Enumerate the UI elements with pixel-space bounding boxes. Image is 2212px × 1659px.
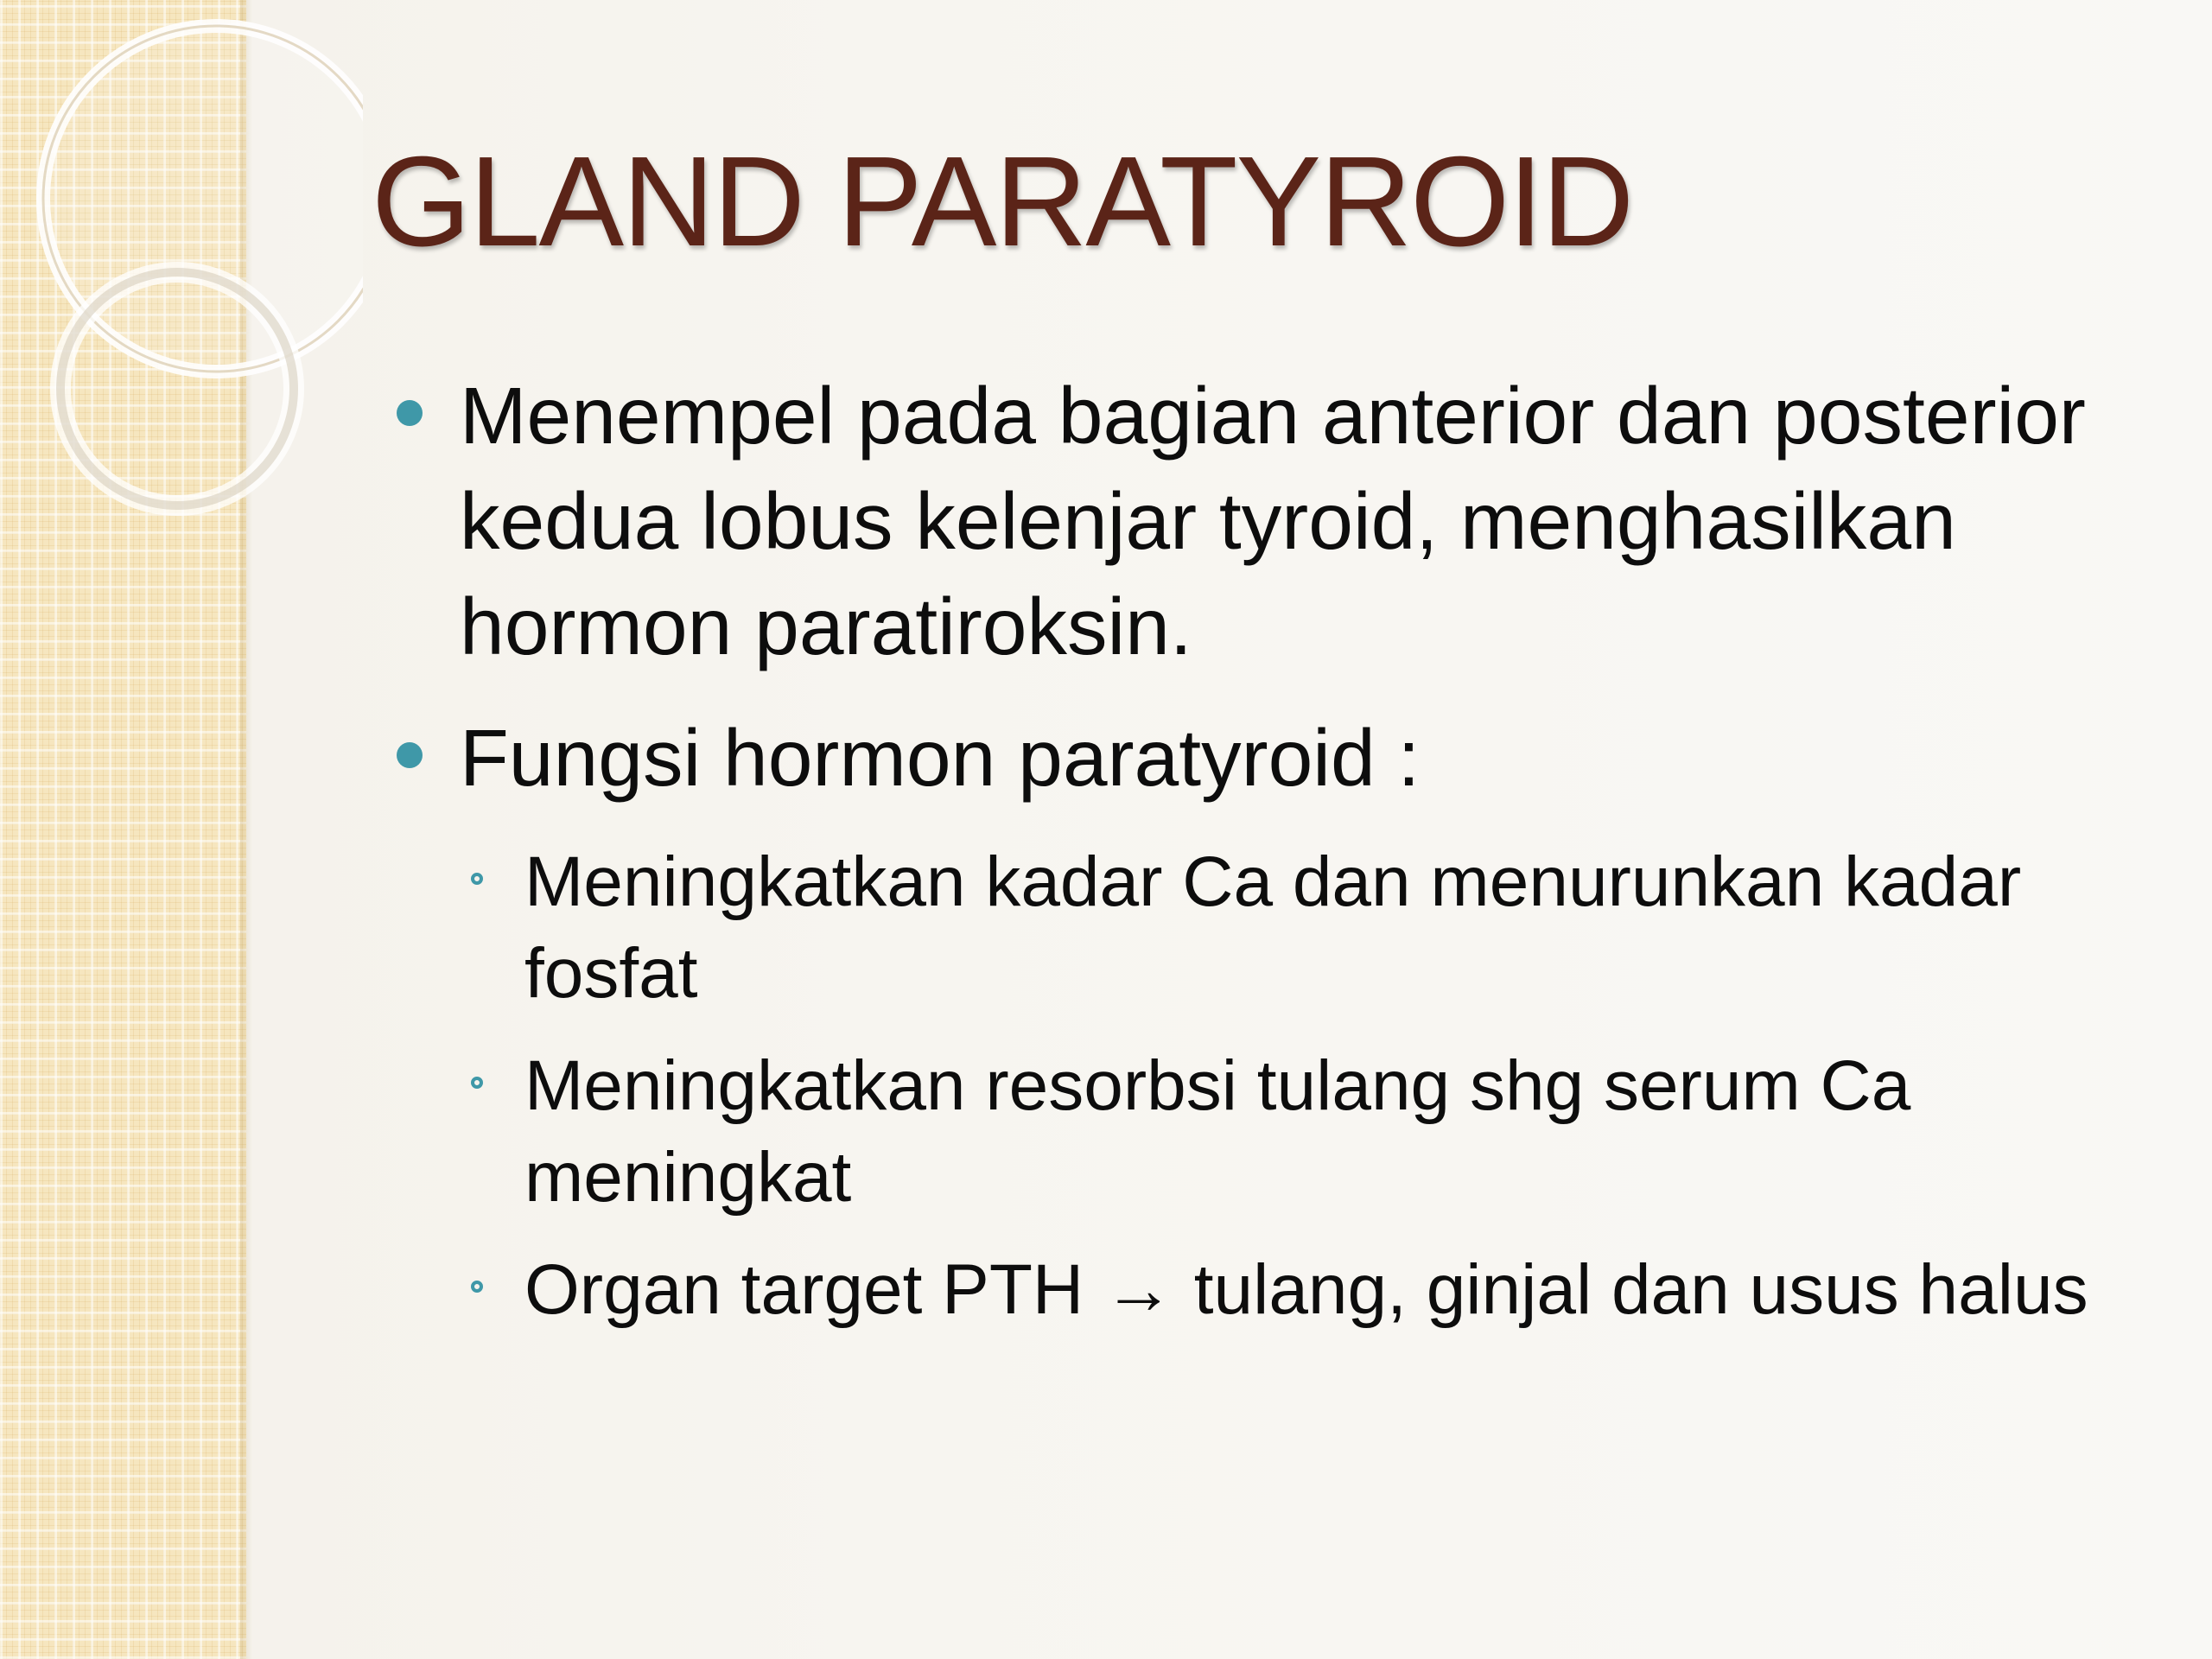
sub-bullet-list bbox=[393, 836, 2104, 1336]
slide-content bbox=[393, 363, 2104, 1357]
sub-bullet-item bbox=[393, 1244, 2104, 1336]
hollow-circle-bullet-icon bbox=[471, 873, 483, 885]
hollow-circle-bullet-icon bbox=[471, 1281, 483, 1293]
sub-bullet-item bbox=[393, 836, 2104, 1020]
bullet-item bbox=[393, 363, 2104, 679]
decorative-rings-icon bbox=[0, 0, 363, 605]
sub-bullet-item bbox=[393, 1040, 2104, 1224]
bullet-dot-icon bbox=[397, 742, 423, 768]
slide-title: GLAND PARATYROID bbox=[372, 130, 1633, 273]
bullet-dot-icon bbox=[397, 400, 423, 426]
sub-bullet-text: Organ target PTH → tulang, ginjal dan usus halus bbox=[524, 1250, 2088, 1329]
bullet-item bbox=[393, 705, 2104, 810]
hollow-circle-bullet-icon bbox=[471, 1077, 483, 1089]
sub-bullet-text: Meningkatkan kadar Ca dan menurunkan kadar fosfat bbox=[524, 842, 2022, 1013]
bullet-text: Fungsi hormon paratyroid : bbox=[460, 713, 1421, 803]
sub-bullet-text: Meningkatkan resorbsi tulang shg serum Ca meningkat bbox=[524, 1046, 1911, 1217]
bullet-text: Menempel pada bagian anterior dan posterior kedua lobus kelenjar tyroid, menghasilkan hormon paratiroksin. bbox=[460, 371, 2086, 671]
